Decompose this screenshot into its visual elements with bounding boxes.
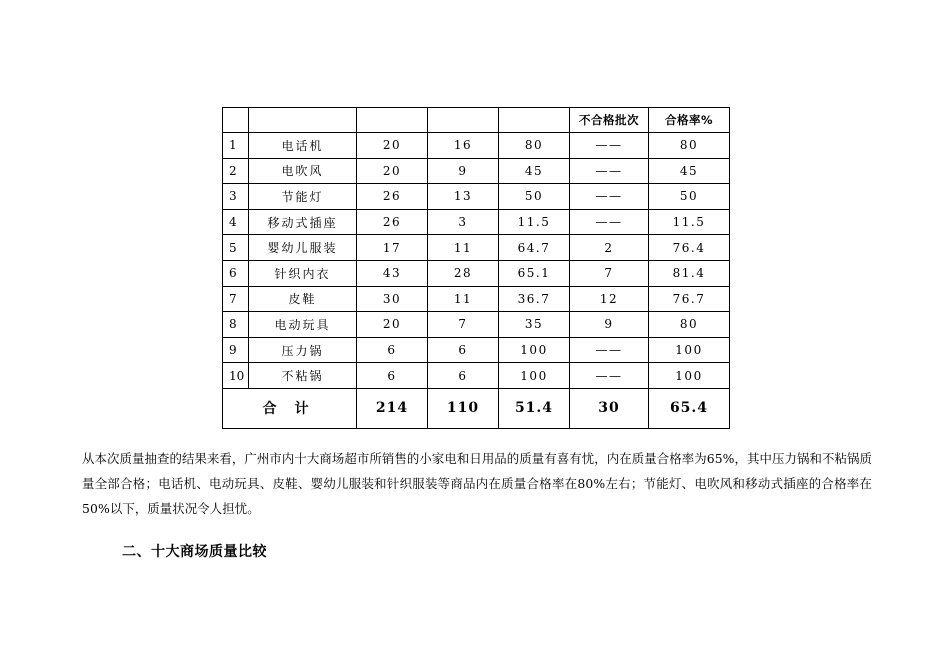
table-row — [223, 133, 730, 159]
header-cell — [249, 108, 357, 133]
table-cell: —— — [570, 158, 649, 184]
table-cell: 35 — [499, 312, 570, 338]
table-cell: 20 — [357, 158, 428, 184]
header-cell — [223, 108, 249, 133]
table-cell: 2 — [570, 235, 649, 261]
total-label-cell: 合计 — [223, 388, 357, 428]
total-value-cell: 110 — [428, 388, 499, 428]
product-name-cell: 针织内衣 — [249, 260, 357, 286]
product-name-cell: 皮鞋 — [249, 286, 357, 312]
header-cell — [428, 108, 499, 133]
table-cell: 80 — [649, 133, 730, 159]
table-cell: 20 — [357, 312, 428, 338]
total-value-cell: 30 — [570, 388, 649, 428]
table-cell: 100 — [499, 363, 570, 389]
product-name-cell: 不粘锅 — [249, 363, 357, 389]
product-name-cell: 节能灯 — [249, 184, 357, 210]
table-cell: 81.4 — [649, 260, 730, 286]
header-cell — [357, 108, 428, 133]
table-cell: 80 — [499, 133, 570, 159]
table-cell: 20 — [357, 133, 428, 159]
table-row — [223, 286, 730, 312]
table-row — [223, 260, 730, 286]
table-cell: 7 — [428, 312, 499, 338]
table-cell: 64.7 — [499, 235, 570, 261]
table-cell: 50 — [499, 184, 570, 210]
table-cell: 11 — [428, 286, 499, 312]
table-cell: 12 — [570, 286, 649, 312]
row-index-cell: 5 — [223, 235, 249, 261]
table-cell: 11.5 — [499, 209, 570, 235]
product-name-cell: 婴幼儿服装 — [249, 235, 357, 261]
table-cell: 6 — [357, 337, 428, 363]
total-value-cell: 65.4 — [649, 388, 730, 428]
summary-paragraph: 从本次质量抽查的结果来看，广州市内十大商场超市所销售的小家电和日用品的质量有喜有忧，内在质量合格率为65%，其中压力锅和不粘锅质量全部合格；电话机、电动玩具、皮鞋、婴幼儿服装和针织服装等商品内在质量合格率在80%左右；节能灯、电吹风和移动式插座的合格率在50%以下，质量状况令人担忧。 — [82, 451, 872, 516]
row-index-cell: 7 — [223, 286, 249, 312]
table-cell: 7 — [570, 260, 649, 286]
row-index-cell: 2 — [223, 158, 249, 184]
total-value-cell: 214 — [357, 388, 428, 428]
table-cell: 28 — [428, 260, 499, 286]
table-row — [223, 337, 730, 363]
table-cell: 9 — [570, 312, 649, 338]
table-row — [223, 184, 730, 210]
table-cell: —— — [570, 184, 649, 210]
table-cell: 50 — [649, 184, 730, 210]
table-cell: —— — [570, 337, 649, 363]
table-row — [223, 235, 730, 261]
table-cell: 65.1 — [499, 260, 570, 286]
table-row — [223, 363, 730, 389]
row-index-cell: 10 — [223, 363, 249, 389]
table-cell: 6 — [428, 363, 499, 389]
product-name-cell: 电吹风 — [249, 158, 357, 184]
table-cell: 13 — [428, 184, 499, 210]
table-cell: —— — [570, 363, 649, 389]
row-index-cell: 6 — [223, 260, 249, 286]
table-row — [223, 158, 730, 184]
table-total-row — [223, 388, 730, 428]
table-cell: 43 — [357, 260, 428, 286]
table-cell: 11 — [428, 235, 499, 261]
table-cell: 6 — [428, 337, 499, 363]
product-name-cell: 电动玩具 — [249, 312, 357, 338]
row-index-cell: 8 — [223, 312, 249, 338]
row-index-cell: 3 — [223, 184, 249, 210]
header-cell-pass-rate: 合格率% — [649, 108, 730, 133]
table-cell: 45 — [499, 158, 570, 184]
total-value-cell: 51.4 — [499, 388, 570, 428]
table-cell: —— — [570, 133, 649, 159]
table-cell: 76.4 — [649, 235, 730, 261]
table-cell: 16 — [428, 133, 499, 159]
quality-table — [222, 107, 730, 429]
table-row — [223, 209, 730, 235]
table-cell: 26 — [357, 209, 428, 235]
table-cell: 45 — [649, 158, 730, 184]
table-cell: 9 — [428, 158, 499, 184]
row-index-cell: 1 — [223, 133, 249, 159]
table-cell: 26 — [357, 184, 428, 210]
table-cell: 100 — [499, 337, 570, 363]
table-cell: 36.7 — [499, 286, 570, 312]
table-cell: 3 — [428, 209, 499, 235]
product-name-cell: 电话机 — [249, 133, 357, 159]
table-cell: 11.5 — [649, 209, 730, 235]
row-index-cell: 9 — [223, 337, 249, 363]
table-header-row — [223, 108, 730, 133]
table-cell: 76.7 — [649, 286, 730, 312]
header-cell-unqualified-batches: 不合格批次 — [570, 108, 649, 133]
table-cell: —— — [570, 209, 649, 235]
table-cell: 30 — [357, 286, 428, 312]
row-index-cell: 4 — [223, 209, 249, 235]
header-cell — [499, 108, 570, 133]
table-cell: 17 — [357, 235, 428, 261]
table-cell: 100 — [649, 337, 730, 363]
section-heading: 二、十大商场质量比较 — [122, 544, 267, 560]
table-row — [223, 312, 730, 338]
table-cell: 100 — [649, 363, 730, 389]
product-name-cell: 移动式插座 — [249, 209, 357, 235]
table-cell: 6 — [357, 363, 428, 389]
table-cell: 80 — [649, 312, 730, 338]
quality-table-body — [223, 108, 730, 429]
product-name-cell: 压力锅 — [249, 337, 357, 363]
